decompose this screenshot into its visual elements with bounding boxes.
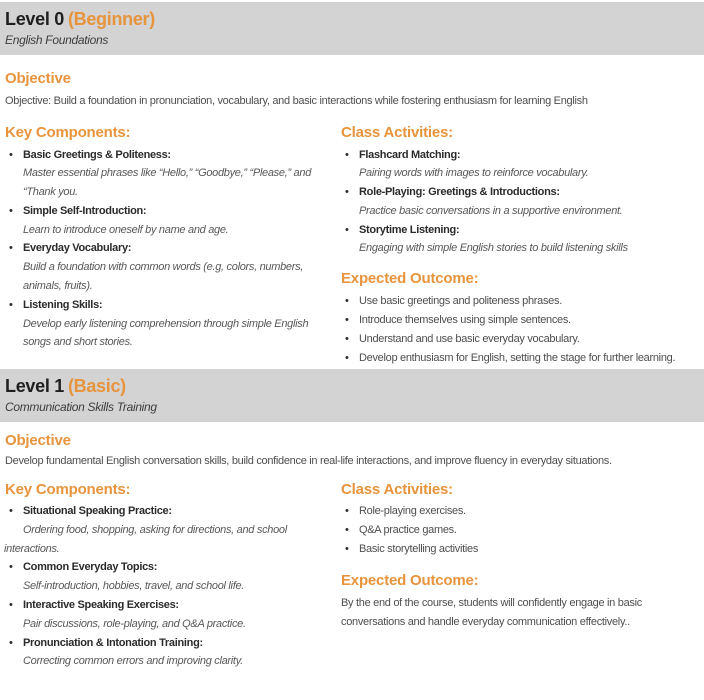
activity-title: • Flashcard Matching: — [359, 148, 461, 161]
component-item — [5, 502, 331, 558]
component-item — [5, 558, 331, 596]
level-1-section — [0, 369, 704, 671]
level-1-title: Level 1 — [5, 376, 64, 397]
component-item — [5, 596, 331, 634]
outcome-item: • Introduce themselves using simple sentences. — [341, 311, 698, 330]
activity-desc: Engaging with simple English stories to build listening skills — [359, 242, 628, 255]
expected-outcome-list — [341, 292, 698, 367]
key-components-list — [5, 146, 331, 353]
level-0-subtitle: English Foundations — [5, 33, 109, 47]
class-activities-heading: Class Activities: — [341, 123, 453, 141]
component-title: • Listening Skills: — [23, 298, 103, 311]
activity-item: • Role-playing exercises. — [341, 502, 698, 521]
key-components-column — [5, 481, 341, 671]
component-item — [5, 146, 331, 202]
outcome-item: • Develop enthusiasm for English, setting the stage for further learning. — [341, 349, 698, 368]
component-desc: Self-introduction, hobbies, travel, and school life. — [23, 580, 245, 593]
activity-item — [341, 183, 698, 221]
class-activities-heading: Class Activities: — [341, 480, 453, 498]
level-1-header-band — [0, 369, 704, 422]
activity-title: • Role-Playing: Greetings & Introductions: — [359, 186, 560, 199]
component-item — [5, 202, 331, 240]
component-desc: Pair discussions, role-playing, and Q&A practice. — [23, 617, 246, 630]
expected-outcome-heading: Expected Outcome: — [341, 270, 479, 288]
level-1-content — [0, 432, 704, 671]
activities-outcome-column — [341, 481, 698, 671]
level-0-columns — [5, 124, 698, 368]
component-item — [5, 634, 331, 672]
activities-outcome-column — [341, 124, 698, 368]
component-item — [5, 296, 331, 352]
level-0-section — [0, 2, 704, 367]
component-title: • Everyday Vocabulary: — [23, 242, 132, 255]
outcome-item: • Use basic greetings and politeness phrases. — [341, 292, 698, 311]
component-title: • Common Everyday Topics: — [23, 561, 158, 574]
component-item — [5, 239, 331, 295]
level-1-columns — [5, 481, 698, 671]
level-0-title: Level 0 — [5, 9, 64, 29]
component-title: • Basic Greetings & Politeness: — [23, 148, 171, 161]
component-desc: Learn to introduce oneself by name and age. — [23, 223, 229, 236]
component-desc: Correcting common errors and improving clarity. — [23, 655, 243, 668]
objective-heading: Objective — [5, 432, 71, 450]
component-title: • Simple Self-Introduction: — [23, 204, 147, 217]
activity-desc: Practice basic conversations in a supportive environment. — [359, 204, 623, 217]
activity-title: • Storytime Listening: — [359, 223, 460, 236]
level-0-content — [0, 70, 704, 367]
component-desc: Ordering food, shopping, asking for directions, and school interactions. — [4, 523, 287, 555]
activity-item — [341, 146, 698, 184]
component-desc: Build a foundation with common words (e.g, colors, numbers, animals, fruits). — [23, 261, 304, 293]
key-components-heading: Key Components: — [5, 123, 131, 141]
activity-item — [341, 221, 698, 259]
objective-text: Objective: Build a foundation in pronunciation, vocabulary, and basic interactions while fostering enthusiasm for learning English — [5, 95, 588, 107]
key-components-heading: Key Components: — [5, 480, 131, 498]
expected-outcome-text: By the end of the course, students will confidently engage in basic conversations and handle everyday communication effectively.. — [341, 597, 642, 629]
component-title: • Interactive Speaking Exercises: — [23, 598, 179, 611]
activity-item: • Q&A practice games. — [341, 521, 698, 540]
objective-heading: Objective — [5, 70, 71, 87]
class-activities-list — [341, 146, 698, 259]
key-components-column — [5, 124, 341, 368]
activity-item: • Basic storytelling activities — [341, 540, 698, 559]
level-1-subtitle: Communication Skills Training — [5, 400, 157, 415]
level-0-tag: (Beginner) — [67, 9, 155, 29]
level-1-title-row — [5, 376, 696, 397]
expected-outcome-heading: Expected Outcome: — [341, 572, 479, 590]
class-activities-list — [341, 502, 698, 558]
component-title: • Situational Speaking Practice: — [23, 504, 172, 517]
activity-desc: Pairing words with images to reinforce vocabulary. — [359, 167, 589, 180]
component-title: • Pronunciation & Intonation Training: — [23, 636, 203, 649]
key-components-list — [5, 502, 331, 671]
level-0-header-band — [0, 2, 704, 55]
curriculum-document — [0, 2, 704, 700]
level-1-tag: (Basic) — [67, 376, 126, 397]
level-0-title-row — [5, 9, 696, 30]
component-desc: Develop early listening comprehension through simple English songs and short stories. — [23, 317, 309, 349]
component-desc: Master essential phrases like “Hello,” “Goodbye,” “Please,” and “Thank you. — [23, 167, 312, 199]
objective-text: Develop fundamental English conversation skills, build confidence in real-life interactions, and improve fluency in everyday situations. — [5, 455, 612, 468]
outcome-item: • Understand and use basic everyday vocabulary. — [341, 330, 698, 349]
